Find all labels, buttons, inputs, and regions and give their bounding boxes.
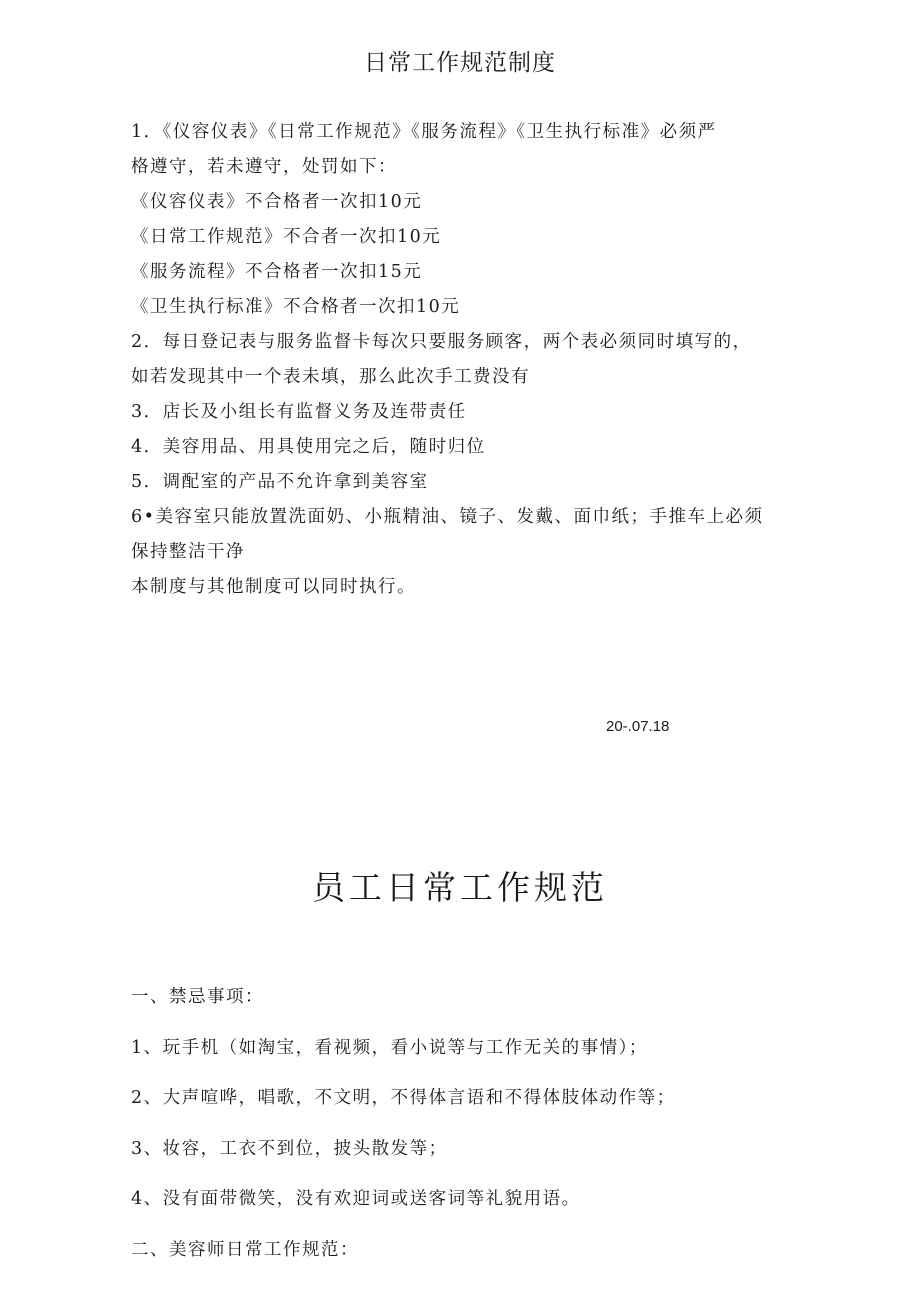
regulation-line: 1．《仪容仪表》《日常工作规范》《服务流程》《卫生执行标准》必须严 — [131, 122, 717, 142]
staff-norms-item: 1、玩手机（如淘宝，看视频，看小说等与工作无关的事情）； — [131, 1037, 648, 1058]
document-date: 20-.07.18 — [606, 718, 670, 735]
regulation-title: 日常工作规范制度 — [364, 50, 556, 76]
regulation-line: 格遵守，若未遵守，处罚如下： — [131, 157, 397, 177]
staff-norms-title: 员工日常工作规范 — [312, 868, 608, 907]
staff-norms-heading: 一、禁忌事项： — [131, 987, 264, 1007]
regulation-body — [131, 115, 811, 605]
regulation-line: 《卫生执行标准》不合格者一次扣10元 — [131, 297, 461, 317]
staff-norms-item: 3、妆容，工衣不到位，披头散发等； — [131, 1138, 448, 1159]
regulation-line: 《服务流程》不合格者一次扣15元 — [131, 262, 423, 282]
regulation-line: 如若发现其中一个表未填，那么此次手工费没有 — [131, 367, 530, 387]
staff-norms-item: 2、大声喧哗，唱歌，不文明，不得体言语和不得体肢体动作等； — [131, 1088, 676, 1108]
regulation-line: 5．调配室的产品不允许拿到美容室 — [131, 472, 429, 492]
regulation-line: 4．美容用品、用具使用完之后，随时归位 — [131, 437, 486, 457]
regulation-line: 2．每日登记表与服务监督卡每次只要服务顾客，两个表必须同时填写的， — [131, 332, 752, 352]
regulation-line: 3．店长及小组长有监督义务及连带责任 — [131, 402, 467, 422]
staff-norms-body — [131, 972, 831, 1275]
staff-norms-heading: 二、美容师日常工作规范： — [131, 1239, 359, 1260]
regulation-line: 本制度与其他制度可以同时执行。 — [131, 577, 416, 597]
regulation-line: 《仪容仪表》不合格者一次扣10元 — [131, 192, 423, 212]
regulation-line: 6•美容室只能放置洗面奶、小瓶精油、镜子、发戴、面巾纸；手推车上必须 — [131, 507, 764, 527]
staff-norms-item: 4、没有面带微笑，没有欢迎词或送客词等礼貌用语。 — [131, 1189, 581, 1209]
regulation-line: 《日常工作规范》不合者一次扣10元 — [131, 227, 442, 247]
regulation-line: 保持整洁干净 — [131, 542, 245, 562]
